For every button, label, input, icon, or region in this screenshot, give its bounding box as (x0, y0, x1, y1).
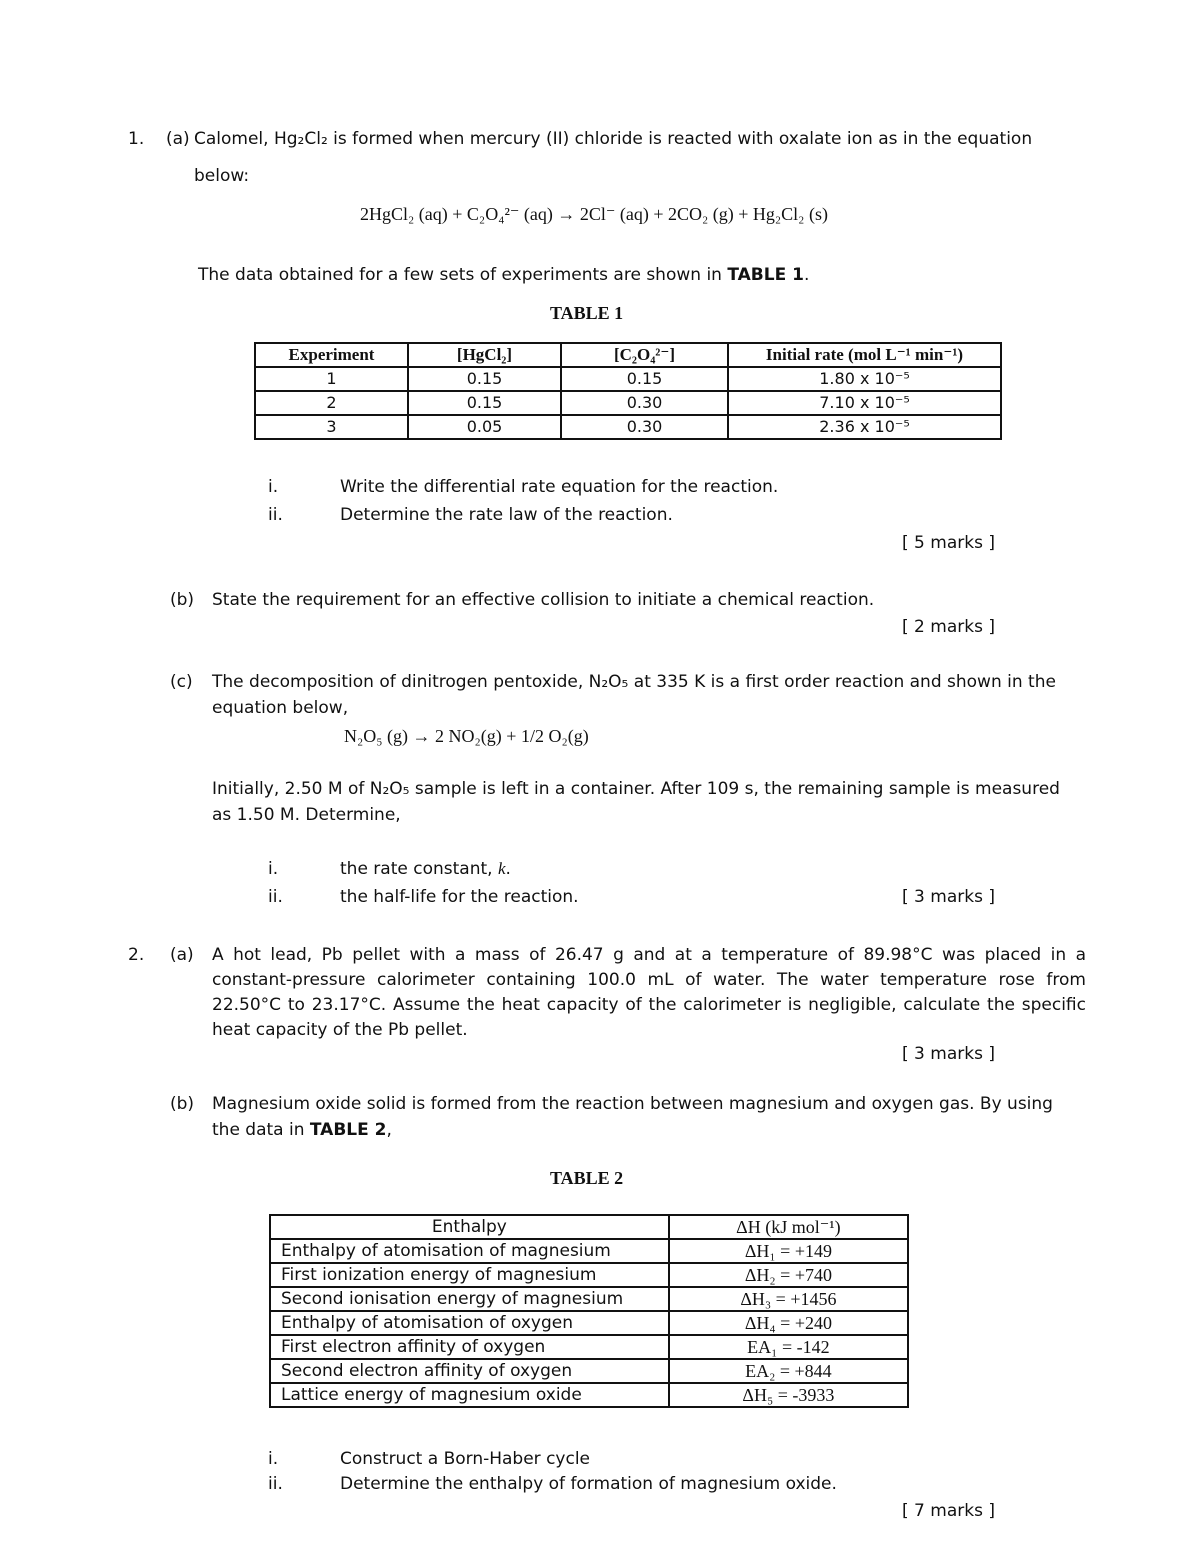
question-2b-text-continued: the data in TABLE 2, (212, 1120, 392, 1140)
table-cell: ΔH₄ = +240 (669, 1311, 908, 1335)
question-1-number: 1. (128, 129, 145, 149)
table-cell: ΔH₁ = +149 (669, 1239, 908, 1263)
marks-label: [ 2 marks ] (902, 617, 995, 637)
table-1-header-cell: [HgCl₂] (408, 343, 561, 367)
question-1a-label: (a) (166, 129, 190, 149)
table-cell: 2 (255, 391, 408, 415)
table-cell: First ionization energy of magnesium (270, 1263, 669, 1287)
item-number: i. (268, 859, 279, 879)
marks-label: [ 3 marks ] (902, 1044, 995, 1064)
table-cell: 2.36 x 10⁻⁵ (728, 415, 1001, 439)
table-row (255, 415, 1001, 439)
question-2-number: 2. (128, 945, 145, 965)
table-1-header-row (255, 343, 1001, 367)
table-2-title: TABLE 2 (550, 1168, 624, 1188)
item-number: ii. (268, 1474, 283, 1494)
table-cell: Enthalpy of atomisation of oxygen (270, 1311, 669, 1335)
reaction-equation: 2HgCl₂ (aq) + C₂O₄²⁻ (aq) → 2Cl⁻ (aq) + 2CO₂ (g) + Hg₂Cl₂ (s) (360, 204, 828, 224)
item-number: i. (268, 1449, 279, 1469)
table-row (270, 1383, 908, 1407)
table-cell: Second electron affinity of oxygen (270, 1359, 669, 1383)
table-cell: 0.15 (408, 367, 561, 391)
question-2a-line: 22.50°C to 23.17°C. Assume the heat capacity of the calorimeter is negligible, calculate the specific (212, 995, 1086, 1015)
question-1b-label: (b) (170, 590, 195, 610)
table-cell: 3 (255, 415, 408, 439)
question-2a-line: constant-pressure calorimeter containing 100.0 mL of water. The water temperature rose from (212, 970, 1086, 990)
question-2b-item-ii: Determine the enthalpy of formation of magnesium oxide. (340, 1474, 837, 1494)
table-1-reference-sentence: The data obtained for a few sets of experiments are shown in TABLE 1. (198, 265, 810, 285)
table-row (270, 1239, 908, 1263)
marks-label: [ 3 marks ] (902, 887, 995, 907)
table-1-header-cell: Initial rate (mol L⁻¹ min⁻¹) (728, 343, 1001, 367)
table-row (270, 1335, 908, 1359)
table-1 (254, 342, 1002, 440)
decomposition-equation: N₂O₅ (g) → 2 NO₂(g) + 1/2 O₂(g) (344, 726, 589, 746)
question-1c-label: (c) (170, 672, 193, 692)
table-row (270, 1311, 908, 1335)
question-1a-intro-continued: below: (194, 166, 250, 186)
question-1a-item-i: Write the differential rate equation for the reaction. (340, 477, 779, 497)
question-1c-data-text: Initially, 2.50 M of N₂O₅ sample is left in a container. After 109 s, the remaining sample is measured (212, 779, 1060, 799)
table-cell: 1 (255, 367, 408, 391)
question-2a-line: A hot lead, Pb pellet with a mass of 26.47 g and at a temperature of 89.98°C was placed in a (212, 945, 1086, 965)
table-2-header-row (270, 1215, 908, 1239)
table-1-title: TABLE 1 (550, 303, 624, 323)
table-cell: 0.15 (561, 367, 728, 391)
table-cell: 1.80 x 10⁻⁵ (728, 367, 1001, 391)
table-cell: 0.05 (408, 415, 561, 439)
table-cell: ΔH₅ = -3933 (669, 1383, 908, 1407)
item-number: ii. (268, 505, 283, 525)
table-cell: EA₁ = -142 (669, 1335, 908, 1359)
question-1b-text: State the requirement for an effective collision to initiate a chemical reaction. (212, 590, 875, 610)
item-number: ii. (268, 887, 283, 907)
table-row (270, 1287, 908, 1311)
item-number: i. (268, 477, 279, 497)
table-1-header-cell: Experiment (255, 343, 408, 367)
question-2b-text: Magnesium oxide solid is formed from the reaction between magnesium and oxygen gas. By using (212, 1094, 1053, 1114)
question-2a-label: (a) (170, 945, 194, 965)
table-2-header-cell: ΔH (kJ mol⁻¹) (669, 1215, 908, 1239)
table-2-header-cell: Enthalpy (270, 1215, 669, 1239)
table-cell: First electron affinity of oxygen (270, 1335, 669, 1359)
question-1a-intro: Calomel, Hg₂Cl₂ is formed when mercury (II) chloride is reacted with oxalate ion as in the equation (194, 129, 1033, 149)
question-1c-text-continued: equation below, (212, 698, 349, 718)
question-1c-text: The decomposition of dinitrogen pentoxide, N₂O₅ at 335 K is a first order reaction and shown in the (212, 672, 1056, 692)
table-row (255, 367, 1001, 391)
question-1c-item-i: the rate constant, k. (340, 859, 511, 879)
table-cell: Second ionisation energy of magnesium (270, 1287, 669, 1311)
table-cell: Enthalpy of atomisation of magnesium (270, 1239, 669, 1263)
table-1-header-cell: [C₂O₄²⁻] (561, 343, 728, 367)
question-2a-line: heat capacity of the Pb pellet. (212, 1020, 468, 1040)
table-cell: ΔH₃ = +1456 (669, 1287, 908, 1311)
table-cell: 0.15 (408, 391, 561, 415)
table-row (270, 1359, 908, 1383)
question-2b-label: (b) (170, 1094, 195, 1114)
table-2 (269, 1214, 909, 1408)
marks-label: [ 5 marks ] (902, 533, 995, 553)
table-cell: ΔH₂ = +740 (669, 1263, 908, 1287)
table-cell: 7.10 x 10⁻⁵ (728, 391, 1001, 415)
question-2b-item-i: Construct a Born-Haber cycle (340, 1449, 591, 1469)
table-cell: Lattice energy of magnesium oxide (270, 1383, 669, 1407)
table-row (270, 1263, 908, 1287)
question-1a-item-ii: Determine the rate law of the reaction. (340, 505, 673, 525)
table-cell: 0.30 (561, 415, 728, 439)
question-1c-item-ii: the half-life for the reaction. (340, 887, 579, 907)
marks-label: [ 7 marks ] (902, 1501, 995, 1521)
table-cell: 0.30 (561, 391, 728, 415)
table-row (255, 391, 1001, 415)
question-1c-data-text-continued: as 1.50 M. Determine, (212, 805, 401, 825)
table-cell: EA₂ = +844 (669, 1359, 908, 1383)
